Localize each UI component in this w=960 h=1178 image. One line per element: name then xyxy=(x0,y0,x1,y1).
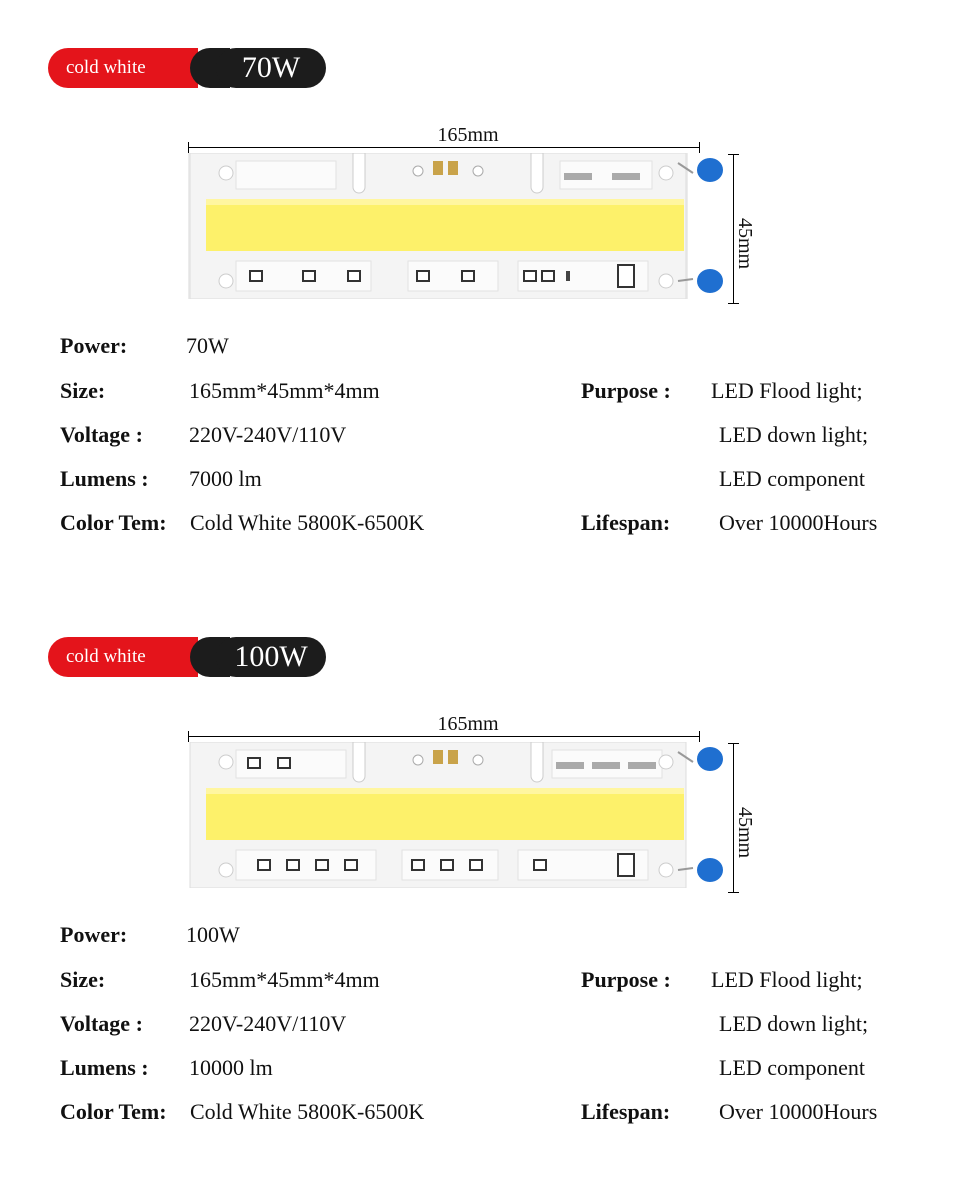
lumens-label: Lumens : xyxy=(60,466,149,491)
led-cob-board-image xyxy=(188,153,693,299)
purpose-label: Purpose : xyxy=(581,967,671,992)
length-dimension-line xyxy=(188,736,700,737)
badge-color-label: cold white xyxy=(66,646,146,667)
purpose-item: LED component xyxy=(719,1055,866,1080)
length-dimension-label: 165mm xyxy=(437,713,499,735)
lifespan-value: Over 10000Hours xyxy=(719,1099,878,1124)
badge-power-tag xyxy=(216,637,326,677)
lumens-label: Lumens : xyxy=(60,1055,149,1080)
purpose-item: LED Flood light; xyxy=(711,967,863,992)
size-label: Size: xyxy=(60,967,106,992)
voltage-value: 220V-240V/110V xyxy=(189,422,347,447)
purpose-item: LED component xyxy=(719,466,866,491)
power-value: 100W xyxy=(186,922,240,947)
badge-color-label: cold white xyxy=(66,57,146,78)
width-dimension-label: 45mm xyxy=(734,807,756,859)
product-section-100w xyxy=(0,589,960,1178)
lumens-value: 7000 lm xyxy=(189,466,262,491)
power-value: 70W xyxy=(186,333,229,358)
width-dimension-label: 45mm xyxy=(734,218,756,270)
voltage-label: Voltage : xyxy=(60,422,143,447)
badge-power-tag xyxy=(216,48,326,88)
led-cob-board-image xyxy=(188,742,693,888)
color-temp-label: Color Tem: xyxy=(60,510,167,535)
product-badge xyxy=(48,48,301,88)
lifespan-label: Lifespan: xyxy=(581,1099,671,1124)
length-dimension-label: 165mm xyxy=(437,124,499,146)
purpose-item: LED Flood light; xyxy=(711,378,863,403)
lifespan-label: Lifespan: xyxy=(581,510,671,535)
size-label: Size: xyxy=(60,378,106,403)
length-dimension-line xyxy=(188,147,700,148)
size-value: 165mm*45mm*4mm xyxy=(189,378,380,403)
power-label: Power: xyxy=(60,333,128,358)
purpose-item: LED down light; xyxy=(719,1011,869,1036)
size-value: 165mm*45mm*4mm xyxy=(189,967,380,992)
lifespan-value: Over 10000Hours xyxy=(719,510,878,535)
color-temp-value: Cold White 5800K-6500K xyxy=(190,1099,425,1124)
color-temp-value: Cold White 5800K-6500K xyxy=(190,510,425,535)
badge-power-label: 100W xyxy=(234,640,308,673)
purpose-label: Purpose : xyxy=(581,378,671,403)
color-temp-label: Color Tem: xyxy=(60,1099,167,1124)
voltage-value: 220V-240V/110V xyxy=(189,1011,347,1036)
badge-color-tag xyxy=(48,637,198,677)
power-label: Power: xyxy=(60,922,128,947)
purpose-item: LED down light; xyxy=(719,422,869,447)
product-badge xyxy=(48,637,308,677)
badge-color-tag xyxy=(48,48,198,88)
badge-power-label: 70W xyxy=(241,51,301,84)
lumens-value: 10000 lm xyxy=(189,1055,273,1080)
voltage-label: Voltage : xyxy=(60,1011,143,1036)
